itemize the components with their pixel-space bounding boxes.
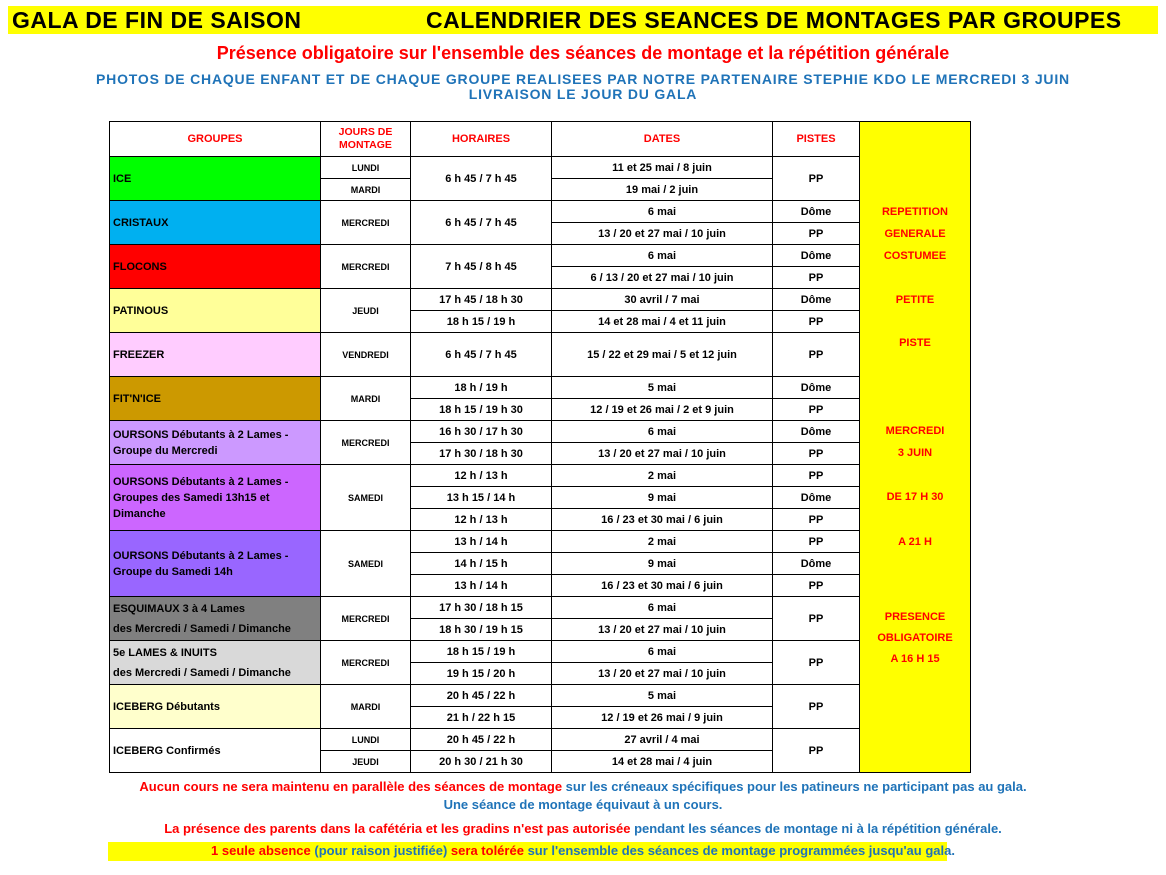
dates-cell: 14 et 28 mai / 4 et 11 juin [552, 311, 773, 333]
day-cell: LUNDI [321, 157, 411, 179]
dates-cell: 2 mai [552, 465, 773, 487]
dates-cell: 13 / 20 et 27 mai / 10 juin [552, 663, 773, 685]
rink-cell: PP [773, 465, 860, 487]
day-cell: LUNDI [321, 729, 411, 751]
dates-cell: 30 avril / 7 mai [552, 289, 773, 311]
time-cell: 6 h 45 / 7 h 45 [411, 333, 552, 377]
time-cell: 12 h / 13 h [411, 509, 552, 531]
side-presence-time: A 16 H 15 [890, 653, 940, 665]
dates-cell: 5 mai [552, 377, 773, 399]
title-bar [8, 6, 1158, 34]
day-cell: JEUDI [321, 751, 411, 773]
table-row [110, 531, 971, 553]
time-cell: 18 h / 19 h [411, 377, 552, 399]
group-cell: OURSONS Débutants à 2 Lames - Groupes des Samedi 13h15 et Dimanche [110, 465, 321, 531]
side-piste: PISTE [899, 337, 931, 349]
rink-cell: PP [773, 509, 860, 531]
day-cell: SAMEDI [321, 465, 411, 531]
rink-cell: PP [773, 223, 860, 245]
footer-parents-blue: pendant les séances de montage ni à la répétition générale. [634, 821, 1002, 836]
rink-cell: Dôme [773, 377, 860, 399]
day-cell: MARDI [321, 685, 411, 729]
absence-sera: sera [450, 843, 478, 858]
dates-cell: 13 / 20 et 27 mai / 10 juin [552, 619, 773, 641]
group-cell: ICE [110, 157, 321, 201]
side-obligatoire: OBLIGATOIRE [877, 632, 953, 644]
table-row [110, 465, 971, 487]
time-cell: 18 h 15 / 19 h [411, 641, 552, 663]
rink-cell: PP [773, 575, 860, 597]
dates-cell: 6 mai [552, 641, 773, 663]
day-cell: MERCREDI [321, 641, 411, 685]
time-cell: 6 h 45 / 7 h 45 [411, 157, 552, 201]
dates-cell: 27 avril / 4 mai [552, 729, 773, 751]
rink-cell: PP [773, 399, 860, 421]
time-cell: 17 h 30 / 18 h 15 [411, 597, 552, 619]
rink-cell: PP [773, 685, 860, 729]
time-cell: 17 h 45 / 18 h 30 [411, 289, 552, 311]
group-name-detail: des Mercredi / Samedi / Dimanche [113, 666, 291, 679]
side-generale: GENERALE [884, 228, 946, 240]
header-groupes: GROUPES [110, 122, 321, 157]
side-end-time: A 21 H [898, 536, 932, 548]
day-cell: VENDREDI [321, 333, 411, 377]
delivery-notice: LIVRAISON LE JOUR DU GALA [468, 86, 698, 102]
time-cell: 13 h / 14 h [411, 575, 552, 597]
time-cell: 13 h 15 / 14 h [411, 487, 552, 509]
footer-note-equivalence: Une séance de montage équivaut à un cours. [443, 797, 723, 812]
dates-cell: 5 mai [552, 685, 773, 707]
dates-cell: 13 / 20 et 27 mai / 10 juin [552, 443, 773, 465]
day-cell: MARDI [321, 377, 411, 421]
header-horaires: HORAIRES [411, 122, 552, 157]
time-cell: 18 h 15 / 19 h [411, 311, 552, 333]
rink-cell: Dôme [773, 553, 860, 575]
side-start-time: DE 17 H 30 [886, 491, 944, 503]
rink-cell: Dôme [773, 245, 860, 267]
rehearsal-panel [860, 122, 971, 773]
time-cell: 7 h 45 / 8 h 45 [411, 245, 552, 289]
rink-cell: Dôme [773, 201, 860, 223]
dates-cell: 11 et 25 mai / 8 juin [552, 157, 773, 179]
rink-cell: PP [773, 597, 860, 641]
table-row [110, 201, 971, 223]
side-costumee: COSTUMEE [883, 250, 947, 262]
rink-cell: PP [773, 157, 860, 201]
table-row [110, 421, 971, 443]
dates-cell: 2 mai [552, 531, 773, 553]
group-cell: OURSONS Débutants à 2 Lames - Groupe du Samedi 14h [110, 531, 321, 597]
side-presence: PRESENCE [884, 611, 946, 623]
time-cell: 21 h / 22 h 15 [411, 707, 552, 729]
dates-cell: 12 / 19 et 26 mai / 9 juin [552, 707, 773, 729]
day-cell: MERCREDI [321, 245, 411, 289]
group-cell: FIT'N'ICE [110, 377, 321, 421]
group-cell: OURSONS Débutants à 2 Lames - Groupe du Mercredi [110, 421, 321, 465]
footer-parents-red: La présence des parents dans la cafétéria et les gradins n'est pas autorisée [164, 821, 631, 836]
table-row [110, 245, 971, 267]
time-cell: 18 h 15 / 19 h 30 [411, 399, 552, 421]
side-repetition: REPETITION [881, 206, 948, 218]
group-cell [110, 641, 321, 685]
gala-title: GALA DE FIN DE SAISON [12, 7, 302, 33]
group-cell: CRISTAUX [110, 201, 321, 245]
time-cell: 6 h 45 / 7 h 45 [411, 201, 552, 245]
dates-cell: 13 / 20 et 27 mai / 10 juin [552, 223, 773, 245]
absence-count: 1 seule absence [211, 843, 311, 858]
footer-courses-red: Aucun cours ne sera maintenu en parallèle des séances de montage [139, 779, 563, 794]
table-row [110, 333, 971, 377]
day-cell: MARDI [321, 179, 411, 201]
dates-cell: 16 / 23 et 30 mai / 6 juin [552, 509, 773, 531]
dates-cell: 12 / 19 et 26 mai / 2 et 9 juin [552, 399, 773, 421]
footer-note-parents [0, 821, 1166, 836]
day-cell: MERCREDI [321, 597, 411, 641]
rink-cell: PP [773, 641, 860, 685]
group-cell: ICEBERG Débutants [110, 685, 321, 729]
photos-notice: PHOTOS DE CHAQUE ENFANT ET DE CHAQUE GROUPE REALISEES PAR NOTRE PARTENAIRE STEPHIE KDO LE MERCREDI 3 JUIN [96, 71, 1070, 87]
day-cell: SAMEDI [321, 531, 411, 597]
rink-cell: Dôme [773, 421, 860, 443]
table-row [110, 641, 971, 663]
table-row [110, 685, 971, 707]
table-row [110, 157, 971, 179]
day-cell: MERCREDI [321, 201, 411, 245]
table-header-row [110, 122, 971, 157]
dates-cell: 16 / 23 et 30 mai / 6 juin [552, 575, 773, 597]
group-cell [110, 597, 321, 641]
day-cell: MERCREDI [321, 421, 411, 465]
side-date: 3 JUIN [897, 447, 933, 459]
time-cell: 17 h 30 / 18 h 30 [411, 443, 552, 465]
dates-cell: 15 / 22 et 29 mai / 5 et 12 juin [552, 333, 773, 377]
subtitle: Présence obligatoire sur l'ensemble des séances de montage et la répétition générale [216, 43, 950, 63]
rink-cell: Dôme [773, 289, 860, 311]
group-cell: FREEZER [110, 333, 321, 377]
absence-reason: (pour raison justifiée) [314, 843, 448, 858]
time-cell: 13 h / 14 h [411, 531, 552, 553]
time-cell: 20 h 30 / 21 h 30 [411, 751, 552, 773]
table-row [110, 377, 971, 399]
group-cell: PATINOUS [110, 289, 321, 333]
rink-cell: PP [773, 729, 860, 773]
rink-cell: PP [773, 531, 860, 553]
side-mercredi: MERCREDI [885, 425, 945, 437]
group-name: ESQUIMAUX 3 à 4 Lames [113, 602, 246, 615]
rink-cell: Dôme [773, 487, 860, 509]
absence-toleree: tolérée [481, 843, 524, 858]
rink-cell: PP [773, 443, 860, 465]
day-cell: JEUDI [321, 289, 411, 333]
time-cell: 19 h 15 / 20 h [411, 663, 552, 685]
footer-courses-blue: sur les créneaux spécifiques pour les patineurs ne participant pas au gala. [565, 779, 1027, 794]
footer-note-absence [0, 843, 1166, 858]
group-cell: ICEBERG Confirmés [110, 729, 321, 773]
table-row [110, 289, 971, 311]
time-cell: 18 h 30 / 19 h 15 [411, 619, 552, 641]
group-cell: FLOCONS [110, 245, 321, 289]
header-jours: JOURS DE MONTAGE [321, 122, 411, 157]
header-pistes: PISTES [773, 122, 860, 157]
time-cell: 16 h 30 / 17 h 30 [411, 421, 552, 443]
calendar-title: CALENDRIER DES SEANCES DE MONTAGES PAR GROUPES [426, 7, 1122, 33]
schedule-table [109, 121, 971, 773]
footer-note-courses [0, 779, 1166, 794]
rink-cell: PP [773, 311, 860, 333]
group-name: 5e LAMES & INUITS [113, 646, 217, 659]
table-row [110, 597, 971, 619]
rink-cell: PP [773, 267, 860, 289]
dates-cell: 14 et 28 mai / 4 juin [552, 751, 773, 773]
header-dates: DATES [552, 122, 773, 157]
absence-scope: sur l'ensemble des séances de montage programmées jusqu'au gala. [527, 843, 955, 858]
rink-cell: PP [773, 333, 860, 377]
side-petite: PETITE [895, 294, 935, 306]
dates-cell: 6 mai [552, 421, 773, 443]
group-name-detail: des Mercredi / Samedi / Dimanche [113, 622, 291, 635]
dates-cell: 9 mai [552, 487, 773, 509]
dates-cell: 6 / 13 / 20 et 27 mai / 10 juin [552, 267, 773, 289]
dates-cell: 6 mai [552, 245, 773, 267]
time-cell: 14 h / 15 h [411, 553, 552, 575]
dates-cell: 6 mai [552, 201, 773, 223]
table-row [110, 729, 971, 751]
dates-cell: 6 mai [552, 597, 773, 619]
dates-cell: 9 mai [552, 553, 773, 575]
dates-cell: 19 mai / 2 juin [552, 179, 773, 201]
time-cell: 20 h 45 / 22 h [411, 685, 552, 707]
time-cell: 12 h / 13 h [411, 465, 552, 487]
time-cell: 20 h 45 / 22 h [411, 729, 552, 751]
